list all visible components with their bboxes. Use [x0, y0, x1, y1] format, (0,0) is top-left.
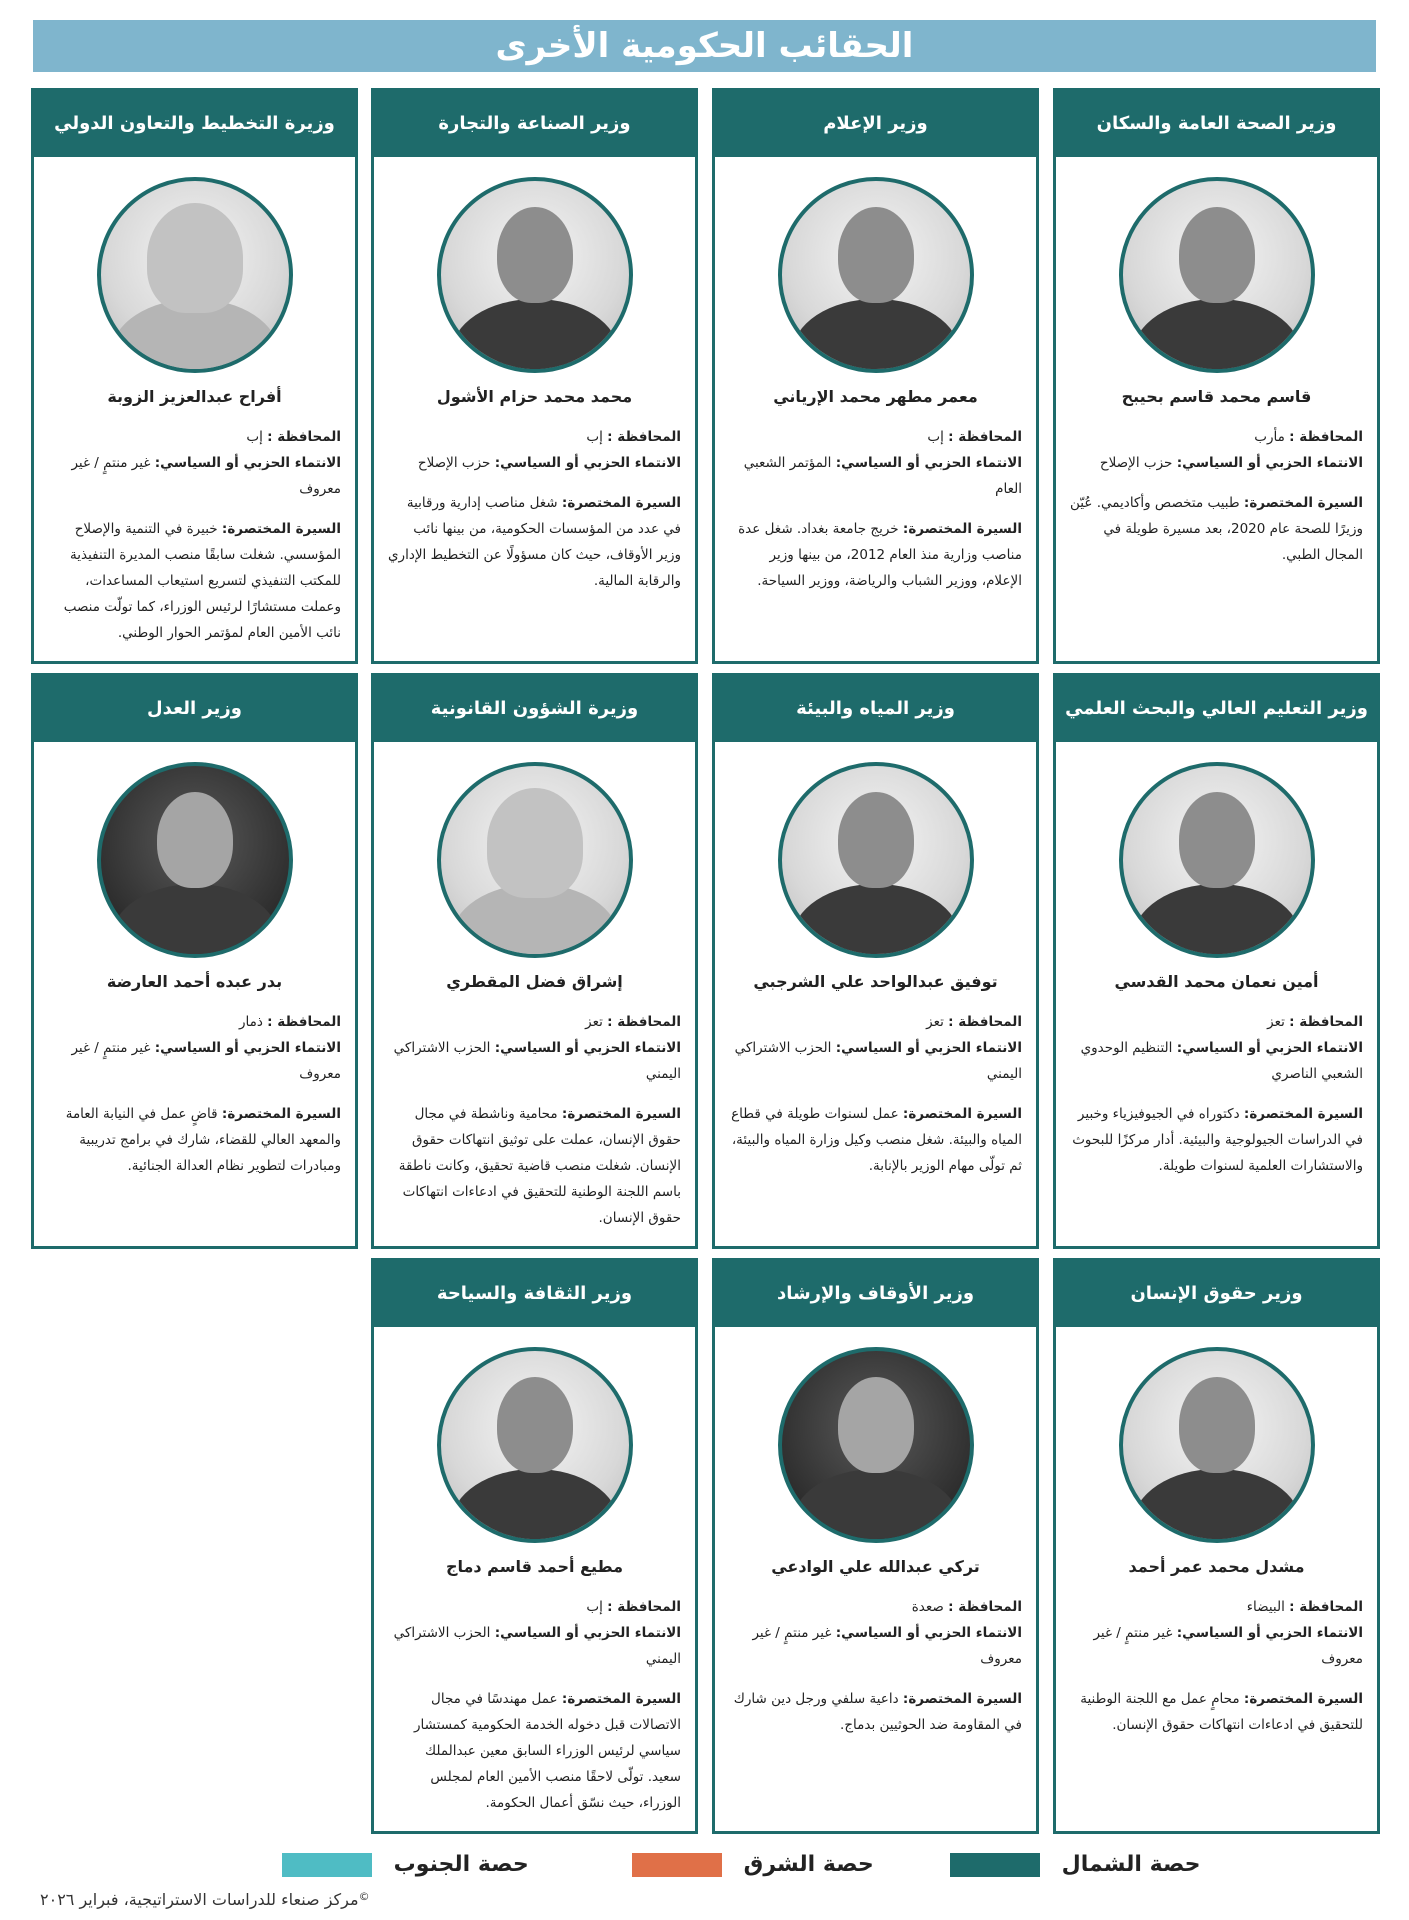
- governorate-row: [1070, 1594, 1363, 1620]
- minister-info: [374, 1594, 695, 1816]
- bio-row: [729, 516, 1022, 594]
- governorate-label: المحافظة :: [948, 1599, 1022, 1615]
- governorate-value: البيضاء: [1246, 1599, 1285, 1615]
- governorate-label: المحافظة :: [607, 1599, 681, 1615]
- affiliation-label: الانتماء الحزبي أو السياسي:: [835, 455, 1022, 471]
- affiliation-value: المؤتمر الشعبي العام: [743, 455, 1022, 497]
- minister-name: أمين نعمان محمد القدسي: [1114, 972, 1319, 991]
- legend-south-label: حصة الجنوب: [393, 1852, 529, 1877]
- card-role-title: وزيرة الشؤون القانونية: [374, 676, 695, 742]
- bio-label: السيرة المختصرة:: [561, 1106, 681, 1122]
- governorate-label: المحافظة :: [607, 1014, 681, 1030]
- governorate-row: [48, 424, 341, 450]
- affiliation-label: الانتماء الحزبي أو السياسي:: [154, 1040, 341, 1056]
- minister-info: [1056, 1009, 1377, 1179]
- card-role-title: وزير التعليم العالي والبحث العلمي: [1056, 676, 1377, 742]
- portrait-photo: [437, 177, 633, 373]
- governorate-row: [388, 1009, 681, 1035]
- card-role-title: وزير الإعلام: [715, 91, 1036, 157]
- bio-label: السيرة المختصرة:: [1243, 1691, 1363, 1707]
- governorate-label: المحافظة :: [948, 429, 1022, 445]
- affiliation-row: [388, 1035, 681, 1087]
- affiliation-row: [1070, 1035, 1363, 1087]
- bio-value: خريج جامعة بغداد. شغل عدة مناصب وزارية منذ العام 2012، من بينها وزير الإعلام، ووزير الشباب والرياضة، ووزير السياحة.: [738, 521, 1022, 589]
- governorate-row: [1070, 424, 1363, 450]
- minister-info: [715, 1594, 1036, 1738]
- bio-row: [48, 1101, 341, 1179]
- portrait-photo: [97, 762, 293, 958]
- governorate-row: [729, 424, 1022, 450]
- portrait-shoulders: [792, 884, 960, 958]
- portrait-shoulders: [1133, 884, 1301, 958]
- governorate-row: [388, 1594, 681, 1620]
- affiliation-value: الحزب الاشتراكي اليمني: [734, 1040, 1022, 1082]
- legend-east-label: حصة الشرق: [743, 1852, 874, 1877]
- portrait-head: [1179, 792, 1255, 888]
- minister-card: [371, 1258, 698, 1834]
- bio-label: السيرة المختصرة:: [902, 521, 1022, 537]
- minister-info: [1056, 1594, 1377, 1738]
- card-role-title: وزير الصناعة والتجارة: [374, 91, 695, 157]
- portrait-shoulders: [451, 299, 619, 373]
- cards-grid: [31, 88, 1380, 1850]
- governorate-value: مأرب: [1254, 429, 1285, 445]
- card-role-title: وزير الصحة العامة والسكان: [1056, 91, 1377, 157]
- portrait-head: [497, 1377, 573, 1473]
- bio-value: محامٍ عمل مع اللجنة الوطنية للتحقيق في ادعاءات انتهاكات حقوق الإنسان.: [1080, 1691, 1363, 1733]
- affiliation-value: غير منتمٍ / غير معروف: [71, 455, 341, 497]
- affiliation-row: [48, 450, 341, 502]
- footer-credit: [40, 1890, 370, 1909]
- governorate-label: المحافظة :: [267, 429, 341, 445]
- footer-text: مركز صنعاء للدراسات الاستراتيجية، فبراير ٢٠٢٦: [40, 1890, 359, 1909]
- minister-card: [1053, 1258, 1380, 1834]
- legend-east-swatch: [632, 1853, 722, 1877]
- governorate-value: إب: [246, 429, 263, 445]
- governorate-row: [1070, 1009, 1363, 1035]
- affiliation-value: الحزب الاشتراكي اليمني: [393, 1625, 681, 1667]
- minister-name: تركي عبدالله علي الوادعي: [771, 1557, 980, 1576]
- affiliation-row: [388, 450, 681, 476]
- legend-north-swatch: [950, 1853, 1040, 1877]
- bio-row: [48, 516, 341, 646]
- governorate-label: المحافظة :: [948, 1014, 1022, 1030]
- portrait-photo: [778, 762, 974, 958]
- card-role-title: وزير الأوقاف والإرشاد: [715, 1261, 1036, 1327]
- bio-row: [729, 1101, 1022, 1179]
- bio-row: [388, 490, 681, 594]
- affiliation-value: الحزب الاشتراكي اليمني: [393, 1040, 681, 1082]
- governorate-row: [388, 424, 681, 450]
- minister-name: توفيق عبدالواحد علي الشرجبي: [753, 972, 998, 991]
- bio-label: السيرة المختصرة:: [902, 1691, 1022, 1707]
- bio-value: شغل مناصب إدارية ورقابية في عدد من المؤسسات الحكومية، من بينها نائب وزير الأوقاف، حيث كان مسؤولًا عن التخطيط الإداري والرقابة المالية.: [387, 495, 681, 589]
- governorate-row: [729, 1009, 1022, 1035]
- affiliation-label: الانتماء الحزبي أو السياسي:: [1176, 1040, 1363, 1056]
- portrait-photo: [1119, 1347, 1315, 1543]
- minister-info: [34, 424, 355, 646]
- minister-card: [31, 673, 358, 1249]
- affiliation-value: غير منتمٍ / غير معروف: [71, 1040, 341, 1082]
- bio-row: [388, 1101, 681, 1231]
- governorate-value: تعز: [1267, 1014, 1285, 1030]
- page-title: الحقائب الحكومية الأخرى: [33, 20, 1376, 72]
- card-role-title: وزير حقوق الإنسان: [1056, 1261, 1377, 1327]
- minister-card: [371, 673, 698, 1249]
- legend-east: [632, 1852, 874, 1878]
- minister-card: [1053, 673, 1380, 1249]
- bio-row: [388, 1686, 681, 1816]
- affiliation-row: [729, 450, 1022, 502]
- portrait-head: [497, 207, 573, 303]
- governorate-row: [48, 1009, 341, 1035]
- legend-north-label: حصة الشمال: [1061, 1852, 1201, 1877]
- legend-north: [950, 1852, 1201, 1878]
- minister-name: مطيع أحمد قاسم دماج: [445, 1557, 624, 1576]
- affiliation-label: الانتماء الحزبي أو السياسي:: [154, 455, 341, 471]
- legend-south: [282, 1852, 529, 1878]
- affiliation-value: حزب الإصلاح: [1099, 455, 1173, 471]
- governorate-label: المحافظة :: [1289, 429, 1363, 445]
- portrait-shoulders: [1133, 1469, 1301, 1543]
- minister-info: [374, 1009, 695, 1231]
- bio-value: داعية سلفي ورجل دين شارك في المقاومة ضد الحوثيين بدماج.: [733, 1691, 1022, 1733]
- governorate-label: المحافظة :: [267, 1014, 341, 1030]
- governorate-value: صعدة: [911, 1599, 944, 1615]
- bio-row: [1070, 1686, 1363, 1738]
- minister-name: قاسم محمد قاسم بحيبح: [1121, 387, 1312, 406]
- portrait-head: [487, 788, 583, 898]
- affiliation-row: [729, 1035, 1022, 1087]
- bio-label: السيرة المختصرة:: [221, 521, 341, 537]
- minister-name: إشراق فضل المقطري: [446, 972, 623, 991]
- governorate-label: المحافظة :: [1289, 1599, 1363, 1615]
- governorate-value: إب: [586, 1599, 603, 1615]
- portrait-shoulders: [451, 1469, 619, 1543]
- minister-card: [371, 88, 698, 664]
- bio-value: محامية وناشطة في مجال حقوق الإنسان، عملت على توثيق انتهاكات حقوق الإنسان. شغلت منصب قاضية تحقيق، وكانت ناطقة باسم اللجنة الوطنية للتحقيق في ادعاءات انتهاكات حقوق الإنسان.: [398, 1106, 681, 1226]
- minister-card: [712, 673, 1039, 1249]
- minister-name: أفراح عبدالعزيز الزوبة: [107, 387, 282, 406]
- bio-row: [1070, 490, 1363, 568]
- portrait-head: [838, 792, 914, 888]
- portrait-photo: [778, 1347, 974, 1543]
- bio-label: السيرة المختصرة:: [1243, 1106, 1363, 1122]
- bio-label: السيرة المختصرة:: [561, 1691, 681, 1707]
- card-role-title: وزير المياه والبيئة: [715, 676, 1036, 742]
- minister-name: معمر مطهر محمد الإرياني: [773, 387, 978, 406]
- card-role-title: وزير العدل: [34, 676, 355, 742]
- portrait-photo: [437, 762, 633, 958]
- portrait-photo: [437, 1347, 633, 1543]
- governorate-value: ذمار: [238, 1014, 263, 1030]
- minister-card: [712, 1258, 1039, 1834]
- minister-info: [715, 1009, 1036, 1179]
- bio-label: السيرة المختصرة:: [221, 1106, 341, 1122]
- minister-info: [374, 424, 695, 594]
- portrait-head: [147, 203, 243, 313]
- minister-info: [1056, 424, 1377, 568]
- bio-value: دكتوراه في الجيوفيزياء وخبير في الدراسات الجيولوجية والبيئية. أدار مركزًا للبحوث والاستشارات العلمية لسنوات طويلة.: [1072, 1106, 1363, 1174]
- minister-name: مشدل محمد عمر أحمد: [1128, 1557, 1305, 1576]
- copyright-mark: ©: [358, 1890, 370, 1903]
- affiliation-label: الانتماء الحزبي أو السياسي:: [1176, 1625, 1363, 1641]
- governorate-row: [729, 1594, 1022, 1620]
- minister-name: بدر عبده أحمد العارضة: [106, 972, 283, 991]
- portrait-head: [157, 792, 233, 888]
- portrait-photo: [1119, 762, 1315, 958]
- affiliation-label: الانتماء الحزبي أو السياسي:: [835, 1625, 1022, 1641]
- governorate-label: المحافظة :: [1289, 1014, 1363, 1030]
- affiliation-value: حزب الإصلاح: [417, 455, 491, 471]
- affiliation-row: [729, 1620, 1022, 1672]
- portrait-head: [1179, 207, 1255, 303]
- minister-info: [715, 424, 1036, 594]
- governorate-label: المحافظة :: [607, 429, 681, 445]
- affiliation-row: [1070, 1620, 1363, 1672]
- portrait-head: [838, 1377, 914, 1473]
- portrait-shoulders: [792, 299, 960, 373]
- affiliation-label: الانتماء الحزبي أو السياسي:: [494, 1625, 681, 1641]
- minister-card: [712, 88, 1039, 664]
- governorate-value: تعز: [585, 1014, 603, 1030]
- minister-name: محمد محمد حزام الأشول: [436, 387, 633, 406]
- portrait-shoulders: [792, 1469, 960, 1543]
- bio-value: عمل لسنوات طويلة في قطاع المياه والبيئة. شغل منصب وكيل وزارة المياه والبيئة، ثم تولّى مهام الوزير بالإنابة.: [731, 1106, 1022, 1174]
- bio-label: السيرة المختصرة:: [1243, 495, 1363, 511]
- affiliation-label: الانتماء الحزبي أو السياسي:: [835, 1040, 1022, 1056]
- affiliation-label: الانتماء الحزبي أو السياسي:: [494, 455, 681, 471]
- portrait-head: [1179, 1377, 1255, 1473]
- bio-value: طبيب متخصص وأكاديمي. عُيّن وزيرًا للصحة عام 2020، بعد مسيرة طويلة في المجال الطبي.: [1070, 495, 1363, 563]
- card-role-title: وزير الثقافة والسياحة: [374, 1261, 695, 1327]
- governorate-value: تعز: [926, 1014, 944, 1030]
- bio-value: عمل مهندسًا في مجال الاتصالات قبل دخوله الخدمة الحكومية كمستشار سياسي لرئيس الوزراء السابق معين عبدالملك سعيد. تولّى لاحقًا منصب الأمين العام لمجلس الوزراء، حيث نسّق أعمال الحكومة.: [413, 1691, 681, 1811]
- governorate-value: إب: [586, 429, 603, 445]
- governorate-value: إب: [927, 429, 944, 445]
- portrait-photo: [1119, 177, 1315, 373]
- minister-card: [31, 88, 358, 664]
- portrait-shoulders: [111, 884, 279, 958]
- portrait-head: [838, 207, 914, 303]
- affiliation-value: غير منتمٍ / غير معروف: [1093, 1625, 1363, 1667]
- bio-value: قاضٍ عمل في النيابة العامة والمعهد العالي للقضاء، شارك في برامج تدريبية ومبادرات لتطوير نظام العدالة الجنائية.: [65, 1106, 341, 1174]
- legend-south-swatch: [282, 1853, 372, 1877]
- portrait-shoulders: [1133, 299, 1301, 373]
- affiliation-value: غير منتمٍ / غير معروف: [752, 1625, 1022, 1667]
- affiliation-label: الانتماء الحزبي أو السياسي:: [1176, 455, 1363, 471]
- minister-info: [34, 1009, 355, 1179]
- affiliation-row: [48, 1035, 341, 1087]
- affiliation-label: الانتماء الحزبي أو السياسي:: [494, 1040, 681, 1056]
- bio-row: [729, 1686, 1022, 1738]
- portrait-photo: [97, 177, 293, 373]
- bio-label: السيرة المختصرة:: [902, 1106, 1022, 1122]
- bio-row: [1070, 1101, 1363, 1179]
- portrait-photo: [778, 177, 974, 373]
- affiliation-value: التنظيم الوحدوي الشعبي الناصري: [1080, 1040, 1363, 1082]
- card-role-title: وزيرة التخطيط والتعاون الدولي: [34, 91, 355, 157]
- affiliation-row: [1070, 450, 1363, 476]
- bio-value: خبيرة في التنمية والإصلاح المؤسسي. شغلت سابقًا منصب المديرة التنفيذية للمكتب التنفيذي لتسريع استيعاب المساعدات، وعملت مستشارًا لرئيس الوزراء، كما تولّت منصب نائب الأمين العام لمؤتمر الحوار الوطني.: [63, 521, 341, 641]
- minister-card: [1053, 88, 1380, 664]
- affiliation-row: [388, 1620, 681, 1672]
- bio-label: السيرة المختصرة:: [561, 495, 681, 511]
